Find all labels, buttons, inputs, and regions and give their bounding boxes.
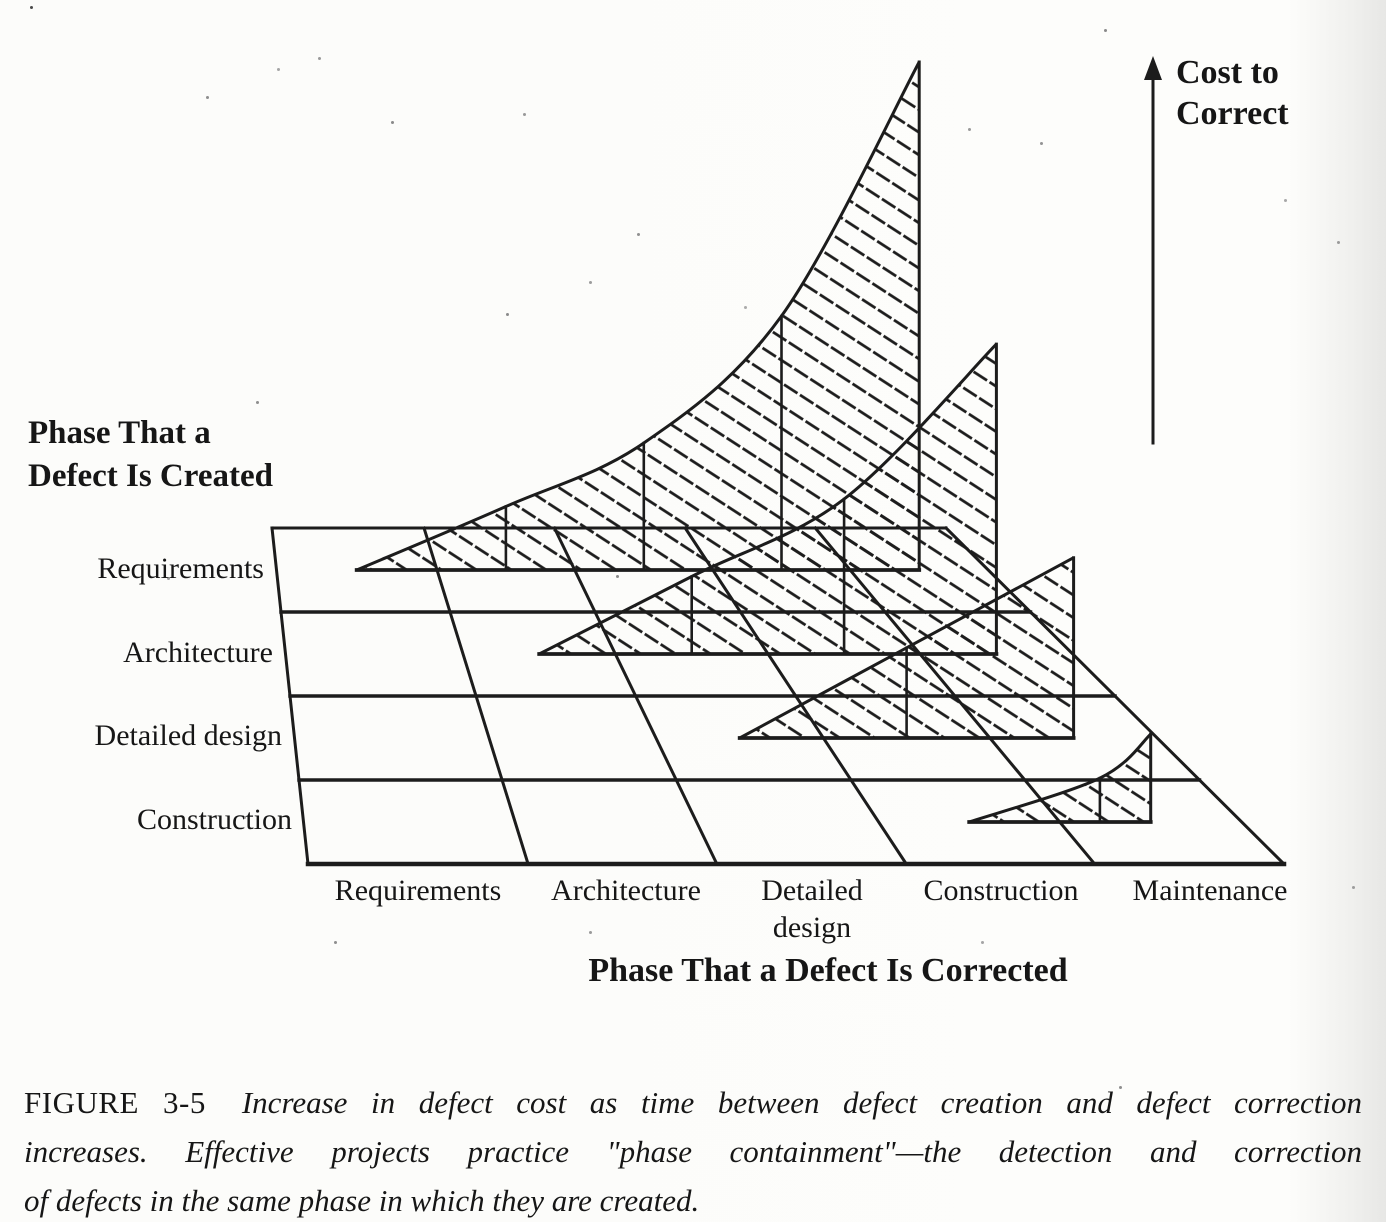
row-label-construction: Construction	[137, 803, 292, 836]
up-arrow-icon	[1144, 56, 1162, 80]
cost-axis-title-line2: Correct	[1176, 95, 1289, 132]
figure-caption	[24, 1078, 1362, 1222]
caption-line-1	[24, 1078, 1362, 1127]
col-label-architecture: Architecture	[551, 874, 701, 907]
row-label-detailed-design: Detailed design	[94, 719, 282, 752]
figure-number: FIGURE 3-5	[24, 1085, 206, 1120]
row-label-architecture: Architecture	[123, 636, 273, 669]
created-axis-title-line2: Defect Is Created	[28, 458, 273, 494]
cost-axis-title	[1176, 52, 1289, 134]
row-label-requirements: Requirements	[97, 552, 264, 585]
cost-axis-title-line1: Cost to	[1176, 54, 1279, 91]
created-axis-title-line1: Phase That a	[28, 415, 211, 451]
corrected-axis-title: Phase That a Defect Is Corrected	[588, 952, 1068, 989]
caption-line-2: increases. Effective projects practice "phase containment"—the detection and correction	[24, 1134, 1362, 1169]
col-label-requirements: Requirements	[334, 874, 502, 907]
caption-text-1: Increase in defect cost as time between defect creation and defect correction	[241, 1085, 1362, 1120]
col-label-construction: Construction	[923, 874, 1079, 907]
created-axis-title	[28, 412, 273, 498]
caption-line-3: of defects in the same phase in which they are created.	[24, 1183, 700, 1218]
col-label-detailed-design: Detailed design	[761, 874, 863, 944]
col-label-maintenance: Maintenance	[1132, 874, 1288, 907]
